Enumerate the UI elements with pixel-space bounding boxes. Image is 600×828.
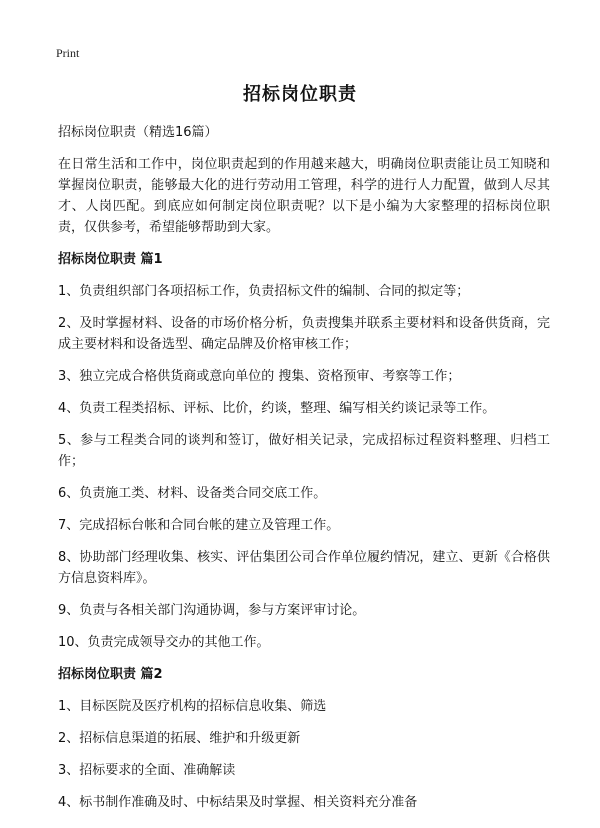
- intro-paragraph: 在日常生活和工作中，岗位职责起到的作用越来越大，明确岗位职责能让员工知晓和掌握岗位职责，能够最大化的进行劳动用工管理，科学的进行人力配置，做到人尽其才、人岗匹配。到底应如何制定岗位职责呢？以下是小编为大家整理的招标岗位职责，仅供参考，希望能够帮助到大家。: [58, 157, 550, 235]
- list-item: 1、目标医院及医疗机构的招标信息收集、筛选: [58, 699, 327, 714]
- list-item: 5、参与工程类合同的谈判和签订，做好相关记录，完成招标过程资料整理、归档工作；: [58, 433, 550, 469]
- list-item: 3、招标要求的全面、准确解读: [58, 763, 236, 778]
- section-heading: 招标岗位职责 篇2: [58, 667, 163, 682]
- list-item: 4、标书制作准确及时、中标结果及时掌握、相关资料充分准备: [58, 795, 418, 810]
- list-item: 8、协助部门经理收集、核实、评估集团公司合作单位履约情况，建立、更新《合格供方信息资料库》。: [58, 550, 550, 586]
- list-item: 4、负责工程类招标、评标、比价，约谈，整理、编写相关约谈记录等工作。: [58, 401, 496, 416]
- list-item: 2、招标信息渠道的拓展、维护和升级更新: [58, 731, 301, 746]
- document-subtitle: 招标岗位职责（精选16篇）: [58, 125, 218, 140]
- section-2: [58, 664, 550, 813]
- list-item: 3、独立完成合格供货商或意向单位的 搜集、资格预审、考察等工作；: [58, 369, 461, 384]
- list-item: 9、负责与各相关部门沟通协调，参与方案评审讨论。: [58, 603, 366, 618]
- list-item: 10、负责完成领导交办的其他工作。: [58, 635, 270, 650]
- section-1: [58, 249, 550, 653]
- list-item: 7、完成招标台帐和合同台帐的建立及管理工作。: [58, 518, 340, 533]
- page-title: 招标岗位职责: [243, 84, 357, 105]
- section-heading: 招标岗位职责 篇1: [58, 252, 163, 267]
- list-item: 1、负责组织部门各项招标工作，负责招标文件的编制、合同的拟定等；: [58, 284, 470, 299]
- print-link[interactable]: Print: [56, 46, 80, 60]
- list-item: 6、负责施工类、材料、设备类合同交底工作。: [58, 486, 327, 501]
- document-body: [58, 122, 550, 824]
- list-item: 2、及时掌握材料、设备的市场价格分析，负责搜集并联系主要材料和设备供货商，完成主要材料和设备选型、确定品牌及价格审核工作；: [58, 316, 550, 352]
